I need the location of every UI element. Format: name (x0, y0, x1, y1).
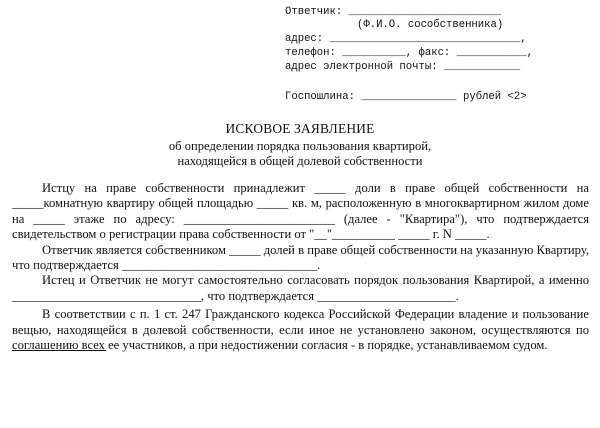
defendant-line: Ответчик: ________________________ (285, 6, 502, 18)
paragraph-legal-basis: В соответствии с п. 1 ст. 247 Гражданского кодекса Российской Федерации владение и пользование вещью, находящейся в долевой собственности, если иное не установлено законом, осуществляются по соглашению всех ее участников, а при недостижении согласия - в порядке, устанавливаемом судом. (12, 307, 589, 353)
address-line: адрес: ______________________________, (285, 33, 527, 45)
paragraph-ownership: Истцу на праве собственности принадлежит _____ доли в праве общей собственности на _____комнатную квартиру общей площадью _____ кв. м, расположенную в многоквартирном жилом доме на _____ этаже по адресу: ________________________ (далее - "Квартира"), что подтверждается свидетельством о регистрации права собственности от "__"__________ _____ г. N _____. (12, 181, 589, 242)
state-fee-line: Госпошлина: _______________ рублей <2> (285, 91, 527, 103)
email-line: адрес электронной почты: ____________ (285, 61, 521, 73)
document-title: ИСКОВОЕ ЗАЯВЛЕНИЕ (225, 121, 375, 136)
document-subtitle-line-1: об определении порядка пользования квартирой, (168, 139, 432, 153)
footnote-separator (12, 350, 106, 351)
defendant-name-hint: (Ф.И.О. сособственника) (357, 19, 504, 31)
phone-fax-line: телефон: __________, факс: ___________, (285, 47, 533, 59)
paragraph-dispute: Истец и Ответчик не могут самостоятельно согласовать порядок пользования Квартирой, а именно ______________________________, что подтверждается ______________________. (12, 273, 589, 303)
paragraph-defendant-ownership: Ответчик является собственником _____ долей в праве общей собственности на указанную Квартиру, что подтверждается _______________________________. (12, 242, 589, 273)
document-subtitle-line-2: находящейся в общей долевой собственности (177, 154, 423, 168)
claim-body (12, 181, 589, 353)
